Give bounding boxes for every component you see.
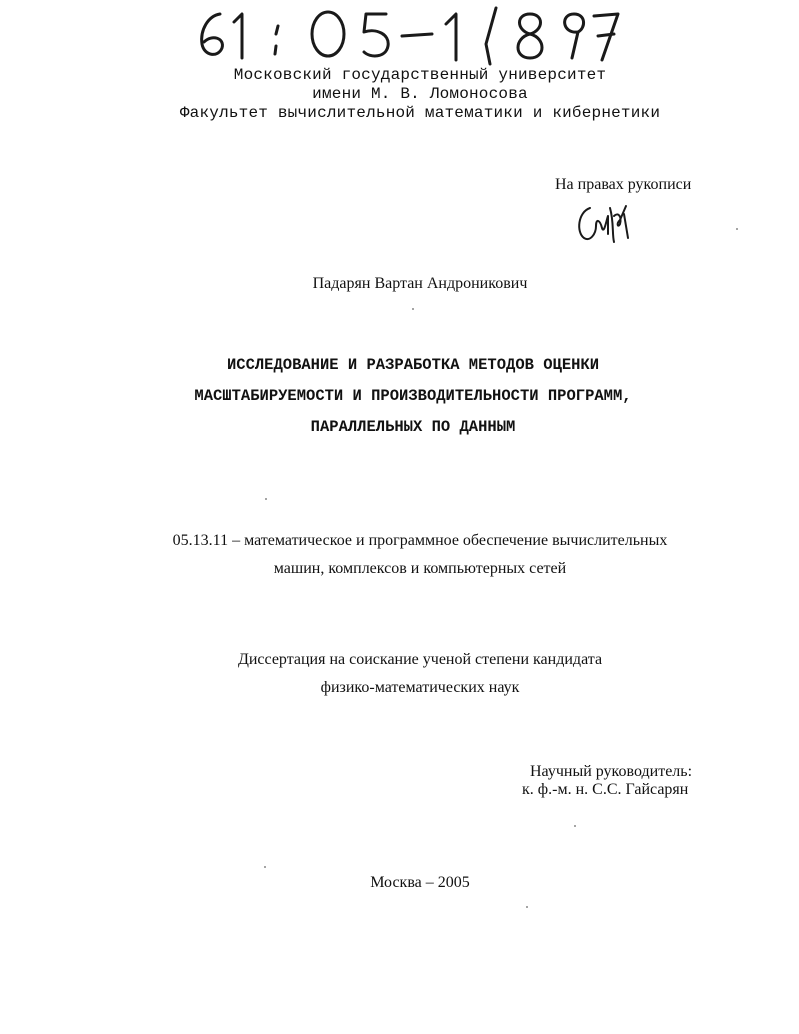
scan-speck xyxy=(264,866,266,868)
scan-speck xyxy=(412,308,414,310)
handwritten-archive-number xyxy=(190,4,620,66)
supervisor-label: Научный руководитель: xyxy=(530,763,693,780)
scan-speck xyxy=(574,825,576,827)
dissertation-title-line3: ПАРАЛЛЕЛЬНЫХ ПО ДАННЫМ xyxy=(310,418,516,436)
university-name-line2: имени М. В. Ломоносова xyxy=(312,85,528,103)
author-name: Падарян Вартан Андроникович xyxy=(312,275,528,292)
degree-line1: Диссертация на соискание ученой степени кандидата xyxy=(237,651,603,668)
specialty-line2: машин, комплексов и компьютерных сетей xyxy=(273,560,567,577)
scan-speck xyxy=(265,498,267,500)
scan-speck xyxy=(526,906,528,908)
faculty-name: Факультет вычислительной математики и кибернетики xyxy=(179,104,661,122)
author-signature xyxy=(574,198,638,248)
degree-line2: физико-математических наук xyxy=(320,679,520,696)
specialty-line1: 05.13.11 – математическое и программное обеспечение вычислительных xyxy=(172,532,668,549)
dissertation-title-line2: МАСШТАБИРУЕМОСТИ И ПРОИЗВОДИТЕЛЬНОСТИ ПРОГРАММ, xyxy=(194,387,632,405)
dissertation-title-line1: ИССЛЕДОВАНИЕ И РАЗРАБОТКА МЕТОДОВ ОЦЕНКИ xyxy=(226,356,600,374)
scan-speck xyxy=(736,228,738,230)
university-name-line1: Московский государственный университет xyxy=(233,66,607,84)
supervisor-name: к. ф.-м. н. С.С. Гайсарян xyxy=(522,781,689,798)
city-year: Москва – 2005 xyxy=(370,874,470,891)
manuscript-rights-label: На правах рукописи xyxy=(555,176,692,193)
